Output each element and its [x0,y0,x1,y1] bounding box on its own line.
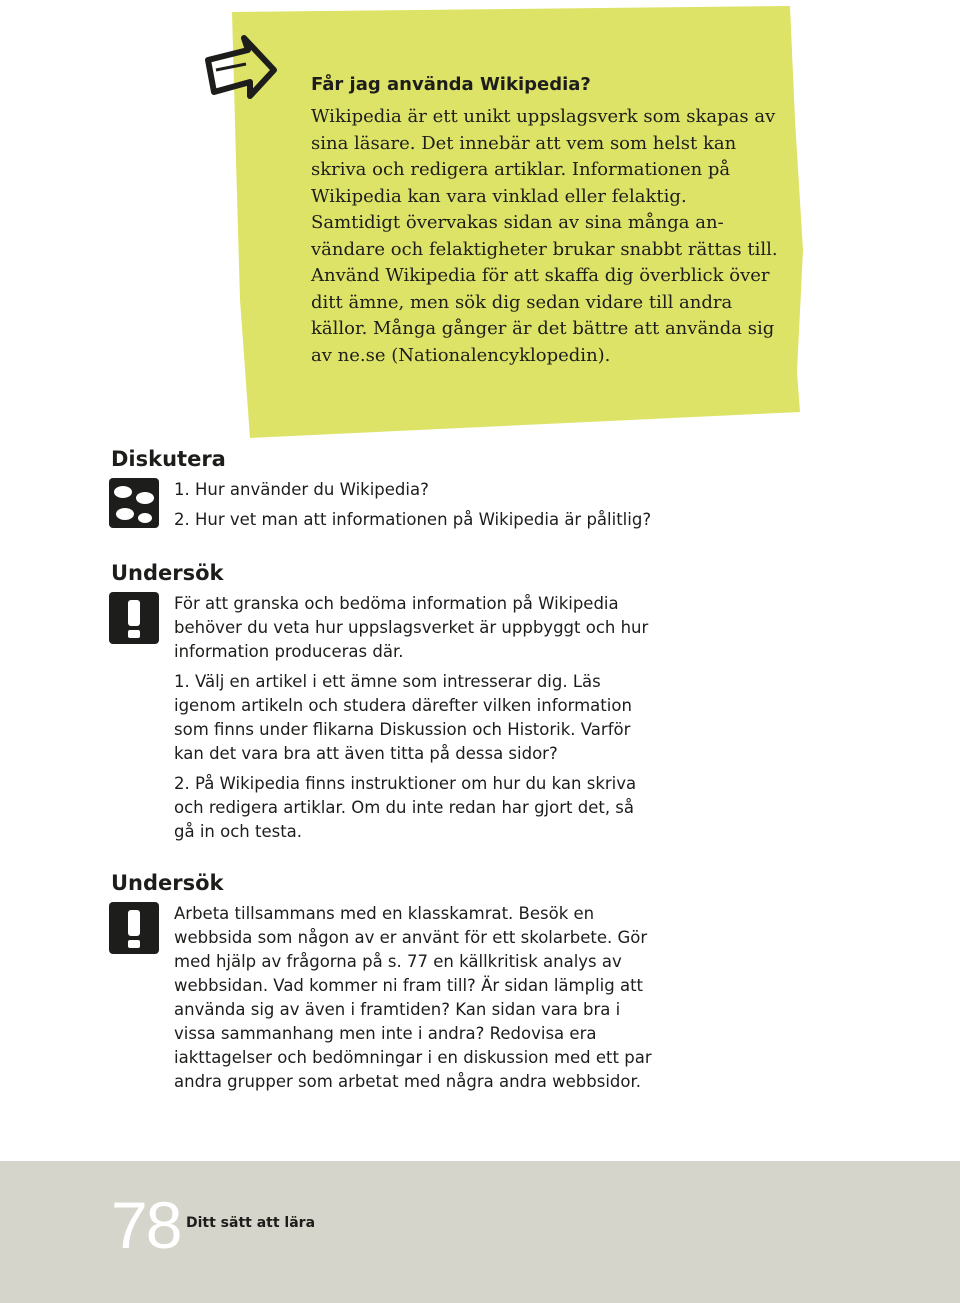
exclamation-icon [109,902,159,954]
investigate-1-text [174,592,654,850]
wikipedia-note [311,72,781,369]
note-title: Får jag använda Wikipedia? [311,74,591,95]
paragraph: Arbeta tillsammans med en klasskamrat. Besök en webbsida som någon av er använt för ett skolarbete. Gör med hjälp av frågorna på s. 77 en källkritisk analys av webbsidan. Vad kommer ni fram till? Är sidan lämplig att använda sig av även i framtiden? Kan sidan vara bra i vissa sammanhang men inte i andra? Redovisa era iakttagelser och bedömningar i en diskussion med ett par andra grupper som arbetat med några andra webbsidor. [174,904,652,1091]
list-item: 1. Hur använder du Wikipedia? [174,480,429,499]
list-item: 2. Hur vet man att informationen på Wikipedia är pålitlig? [174,510,652,529]
investigate-2-text [174,902,654,1100]
arrow-icon [200,30,280,100]
discuss-questions [174,478,654,538]
investigate-heading: Undersök [111,561,224,585]
exclamation-icon [109,592,159,644]
paragraph: 1. Välj en artikel i ett ämne som intresserar dig. Läs igenom artikeln och studera därefter vilken information som finns under flikarna Diskussion och Historik. Varför kan det vara bra att även titta på dessa sidor? [174,672,632,763]
paragraph: För att granska och bedöma information på Wikipedia behöver du veta hur uppslagsverket är uppbyggt och hur information produceras där. [174,594,649,661]
discuss-heading: Diskutera [111,447,226,471]
book-title: Ditt sätt att lära [186,1215,316,1231]
speech-bubbles-icon [109,478,159,528]
page-number: 78 [111,1188,181,1262]
note-body: Wikipedia är ett unikt uppslagsverk som skapas av sina läsare. Det innebär att vem som helst kan skriva och redigera artiklar. Informationen på Wikipedia kan vara vinklad eller felaktig. Samtidigt övervakas sidan av sina många användare och felaktigheter brukar snabbt rättas till. Använd Wikipedia för att skaffa dig överblick över ditt ämne, men sök dig sedan vidare till andra källor. Många gånger är det bättre att använda sig av ne.se (Nationalencyklopedin). [311,106,778,366]
investigate-heading: Undersök [111,871,224,895]
paragraph: 2. På Wikipedia finns instruktioner om hur du kan skriva och redigera artiklar. Om du inte redan har gjort det, så gå in och testa. [174,774,637,841]
